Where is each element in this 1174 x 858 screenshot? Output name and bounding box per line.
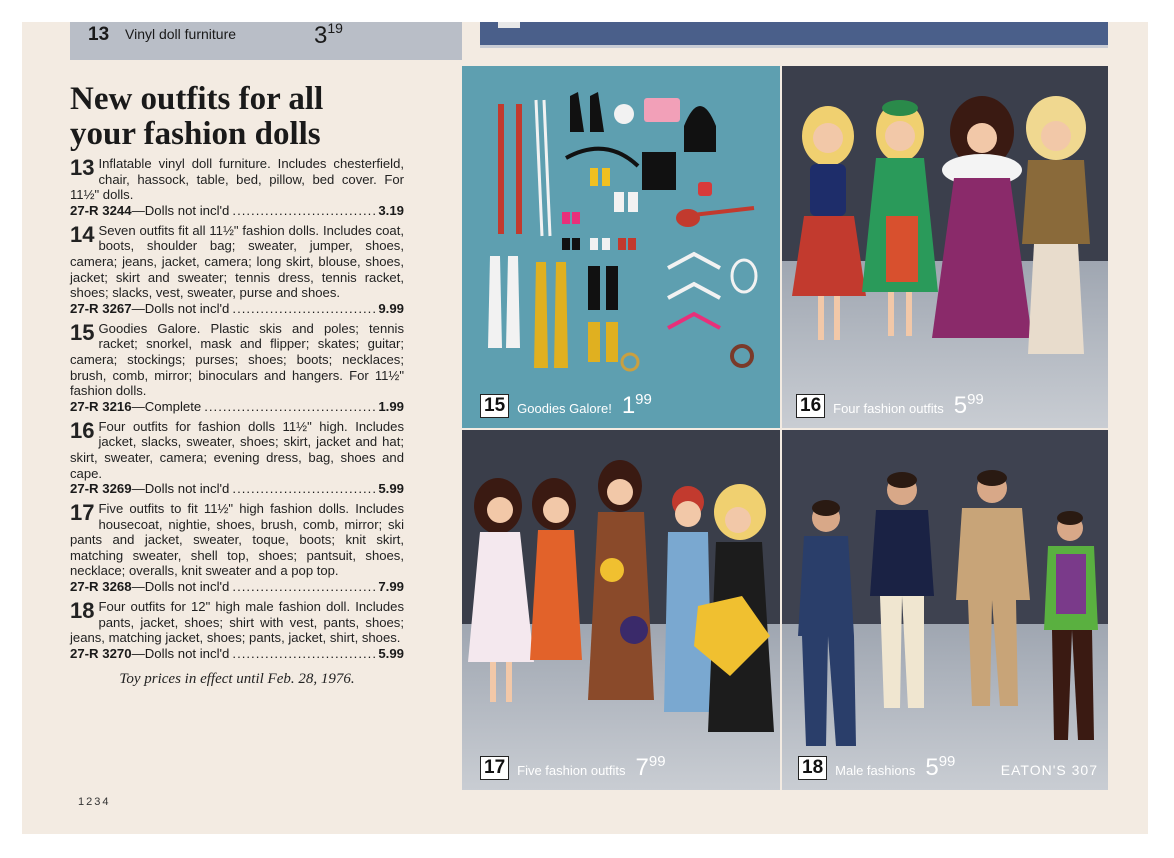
headline: New outfits for all your fashion dolls [70, 81, 324, 152]
price-footnote: Toy prices in effect until Feb. 28, 1976. [119, 670, 355, 687]
order-line: 27-R 3270 —Dolls not incl'd ..... 5.99 [70, 646, 404, 662]
photo-male-fashions [782, 430, 1108, 790]
entry-13: 13 Inflatable vinyl doll furniture. Includes chesterfield, chair, hassock, table, bed, pillow, bed cover. For 11½" dolls. 27-R 3244 —Dolls not incl'd ..... 3.19 [70, 156, 404, 219]
caption-price: $1^{99}$ [621, 391, 652, 419]
order-line: 27-R 3244 —Dolls not incl'd ..... 3.19 [70, 203, 404, 219]
caption-number: 16 [796, 394, 825, 418]
caption-price: $5^{99}$ [925, 753, 956, 781]
dolls-illustration [462, 430, 780, 790]
caption-price: $7^{99}$ [635, 753, 666, 781]
caption-label: Five fashion outfits [517, 763, 626, 778]
entry-16: 16 Four outfits for fashion dolls 11½" high. Includes jacket, slacks, sweater, shoes; skirt, jacket and hat; skirt, sweater, camera; evening dress, bag, shoes and cape. 27-R 3269 —Dolls not incl'd ..... 5.99 [70, 419, 404, 497]
caption-18 [798, 750, 955, 780]
top-strip-vinyl-furniture [70, 22, 462, 60]
photo-four-fashion-outfits [782, 66, 1108, 428]
entry-18: 18 Four outfits for 12" high male fashion doll. Includes pants, jacket, shoes; shirt with vest, pants, shoes; jeans, matching jacket, shoes; pants, jacket, shirt, shoes. 27-R 3270 —Dolls not incl'd ..... 5.99 [70, 599, 404, 662]
caption-label: Four fashion outfits [833, 401, 944, 416]
text-column [70, 82, 404, 688]
caption-15 [480, 388, 652, 418]
caption-number: 18 [798, 756, 827, 780]
caption-16 [796, 388, 984, 418]
caption-price: $5^{99}$ [953, 391, 984, 419]
dolls-illustration [782, 66, 1108, 428]
entry-15: 15 Goodies Galore. Plastic skis and poles; tennis racket; snorkel, mask and flipper; skates; guitar; camera; stockings; purses; shoes; boots; necklaces; brush, comb, mirror; binoculars and hangers. For 11½" fashion dolls. 27-R 3216 —Complete ..... 1.99 [70, 321, 404, 415]
order-line: 27-R 3216 —Complete ..... 1.99 [70, 399, 404, 415]
top-strip-label: Vinyl doll furniture [125, 26, 237, 42]
photo-five-fashion-outfits [462, 430, 780, 790]
top-strip-price: $3^{19}$ [314, 22, 343, 49]
caption-number: 15 [480, 394, 509, 418]
order-line: 27-R 3267 —Dolls not incl'd ..... 9.99 [70, 301, 404, 317]
entry-14: 14 Seven outfits fit all 11½" fashion dolls. Includes coat, boots, shoulder bag; sweater, jumper, shoes, camera; jeans, jacket, camera; long skirt, blouse, shoes, jacket; skirt and sweater; tennis dress, tennis racket, shoes; slacks, vest, sweater, purse and shoes. 27-R 3267 —Dolls not incl'd ..... 9.99 [70, 223, 404, 317]
top-photo-strip [480, 22, 1108, 48]
entry-17: 17 Five outfits to fit 11½" high fashion dolls. Includes housecoat, nightie, shoes, brush, comb, mirror; ski pants and jacket, sweater, toque, boots; knit skirt, matching sweater, shell top, shoes; pantsuit, shoes, necklace; overalls, knit sweater and a pop top. 27-R 3268 —Dolls not incl'd ..... 7.99 [70, 501, 404, 595]
order-line: 27-R 3269 —Dolls not incl'd ..... 5.99 [70, 481, 404, 497]
page-footer: EATON'S 307 [1000, 762, 1098, 778]
caption-label: Goodies Galore! [517, 401, 612, 416]
photo-goodies-galore [462, 66, 780, 428]
order-line: 27-R 3268 —Dolls not incl'd ..... 7.99 [70, 579, 404, 595]
accessories-illustration [462, 66, 780, 428]
caption-label: Male fashions [835, 763, 916, 778]
page-code: 1234 [78, 796, 111, 808]
catalog-page [22, 22, 1148, 834]
caption-17 [480, 750, 666, 780]
male-dolls-illustration [782, 430, 1108, 790]
caption-number: 17 [480, 756, 509, 780]
top-strip-number: 13 [88, 24, 110, 45]
